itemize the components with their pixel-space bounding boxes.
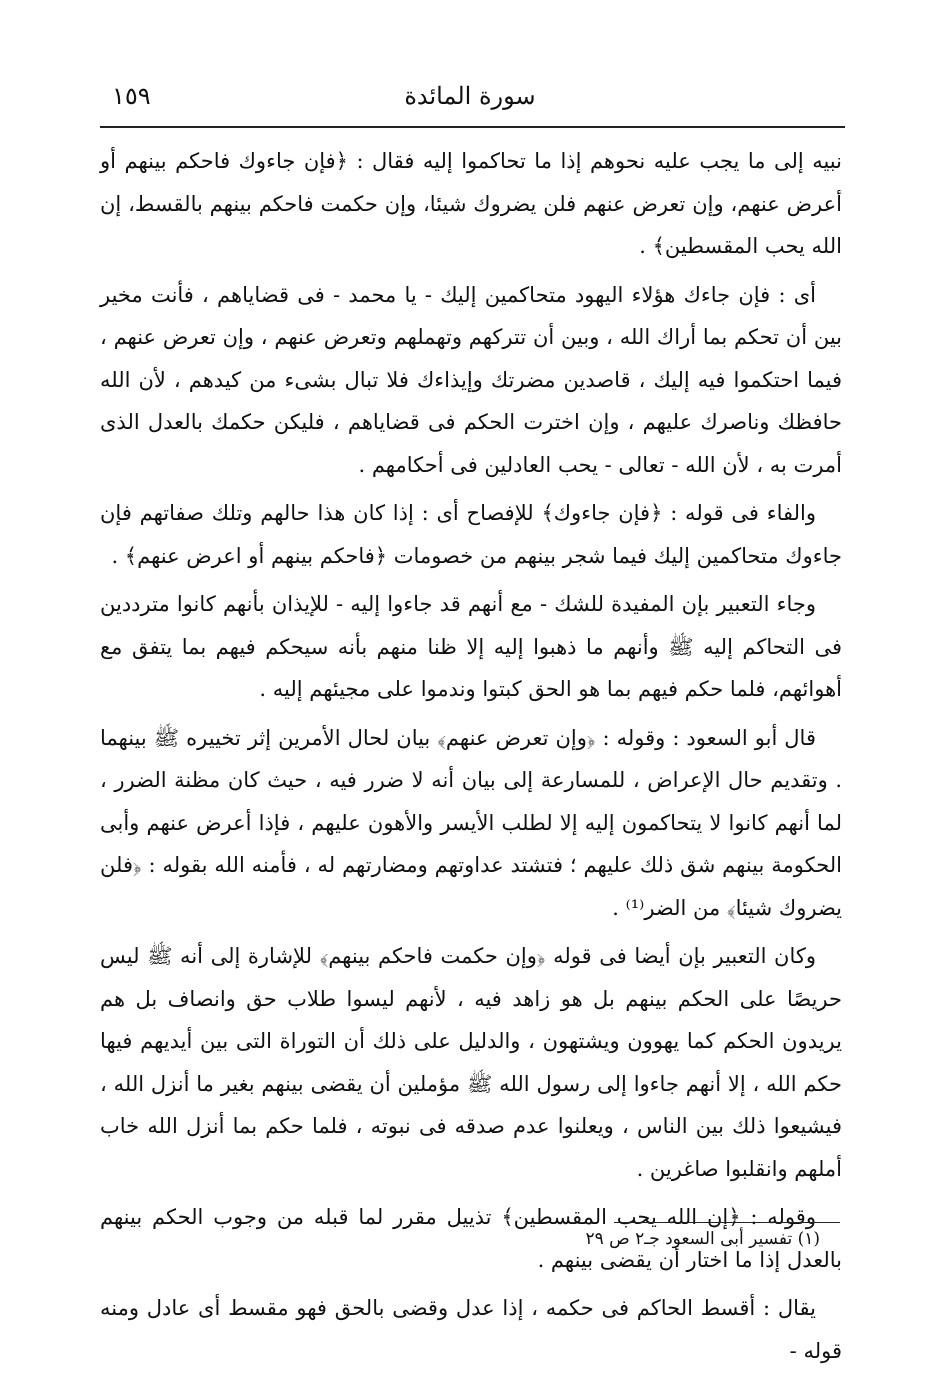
paragraph-8: يقال : أقسط الحاكم فى حكمه ، إذا عدل وقضى بالحق فهو مقسط أى عادل ومنه قوله - <box>100 1296 842 1363</box>
paragraph-4: وجاء التعبير بإن المفيدة للشك - مع أنهم قد جاءوا إليه - للإيذان بأنهم كانوا مترددين فى التحاكم إليه ﷺ وأنهم ما ذهبوا إليه إلا ظنا منهم بأنه سيحكم فيهم بما يتفق مع أهوائهم، فلما حكم فيهم بما هو الحق كبتوا وندموا على مجيئهم إليه . <box>100 592 842 701</box>
footnote: (١) تفسير أبى السعود جـ٢ ص ٢٩ <box>585 1229 820 1249</box>
body-text <box>100 140 842 1378</box>
paragraph-2: أى : فإن جاءك هؤلاء اليهود متحاكمين إليك - يا محمد - فى قضاياهم ، فأنت مخير بين أن تحكم بما أراك الله ، وبين أن تتركهم وتهملهم وتعرض عنهم ، وإن تعرض عنهم ، فيما احتكموا فيه إليك ، قاصدين مضرتك وإيذاءك فلا تبال بشىء من كيدهم ، لأن الله حافظك وناصرك عليهم ، وإن اخترت الحكم فى قضاياهم ، فليكن حكمك بالعدل الذى أمرت به ، لأن الله - تعالى - يحب العادلين فى أحكامهم . <box>100 282 842 477</box>
paragraph-6: وكان التعبير بإن أيضا فى قوله ﴿وإن حكمت فاحكم بينهم﴾ للإشارة إلى أنه ﷺ ليس حريصًا على الحكم بينهم بل هو زاهد فيه ، لأنهم ليسوا طلاب حق وانصاف بل هم يريدون الحكم كما يهوون ويشتهون ، والدليل على ذلك أن التوراة التى بين أيديهم فيها حكم الله ، إلا أنهم جاءوا إلى رسول الله ﷺ مؤملين أن يقضى بينهم بغير ما أنزل الله ، فيشيعوا ذلك بين الناس ، ويعلنوا عدم صدقه فى نبوته ، فلما حكم بما أنزل الله خاب أملهم وانقلبوا صاغرين . <box>100 944 842 1181</box>
paragraph-5: قال أبو السعود : وقوله : ﴿وإن تعرض عنهم﴾ بيان لحال الأمرين إثر تخييره ﷺ بينهما . وتقديم حال الإعراض ، للمسارعة إلى بيان أنه لا ضرر فيه ، حيث كان مظنة الضرر ، لما أنهم كانوا لا يتحاكمون إليه إلا لطلب الأيسر والأهون عليهم ، فإذا أعرض عنهم وأبى الحكومة بينهم شق ذلك عليهم ؛ فتشتد عداوتهم ومضارتهم له ، فأمنه الله بقوله : ﴿فلن يضروك شيئا﴾ من الضر⁽¹⁾ . <box>100 725 842 920</box>
header-rule <box>100 126 845 128</box>
paragraph-1: نبيه إلى ما يجب عليه نحوهم إذا ما تحاكموا إليه فقال : ﴿فإن جاءوك فاحكم بينهم أو أعرض عنهم، وإن تعرض عنهم فلن يضروك شيئا، وإن حكمت فاحكم بينهم بالقسط، إن الله يحب المقسطين﴾ . <box>100 149 842 258</box>
footnote-rule <box>614 1222 840 1223</box>
page-number: ١٥٩ <box>112 82 151 110</box>
paragraph-3: والفاء فى قوله : ﴿فإن جاءوك﴾ للإفصاح أى : إذا كان هذا حالهم وتلك صفاتهم فإن جاءوك متحاكمين إليك فيما شجر بينهم من خصومات ﴿فاحكم بينهم أو اعرض عنهم﴾ . <box>100 501 842 568</box>
running-title: سورة المائدة <box>404 82 536 110</box>
paragraph-7: وقوله : ﴿إن الله يحب المقسطين﴾ تذييل مقرر لما قبله من وجوب الحكم بينهم بالعدل إذا ما اختار أن يقضى بينهم . <box>100 1205 842 1272</box>
page-header <box>100 78 840 118</box>
